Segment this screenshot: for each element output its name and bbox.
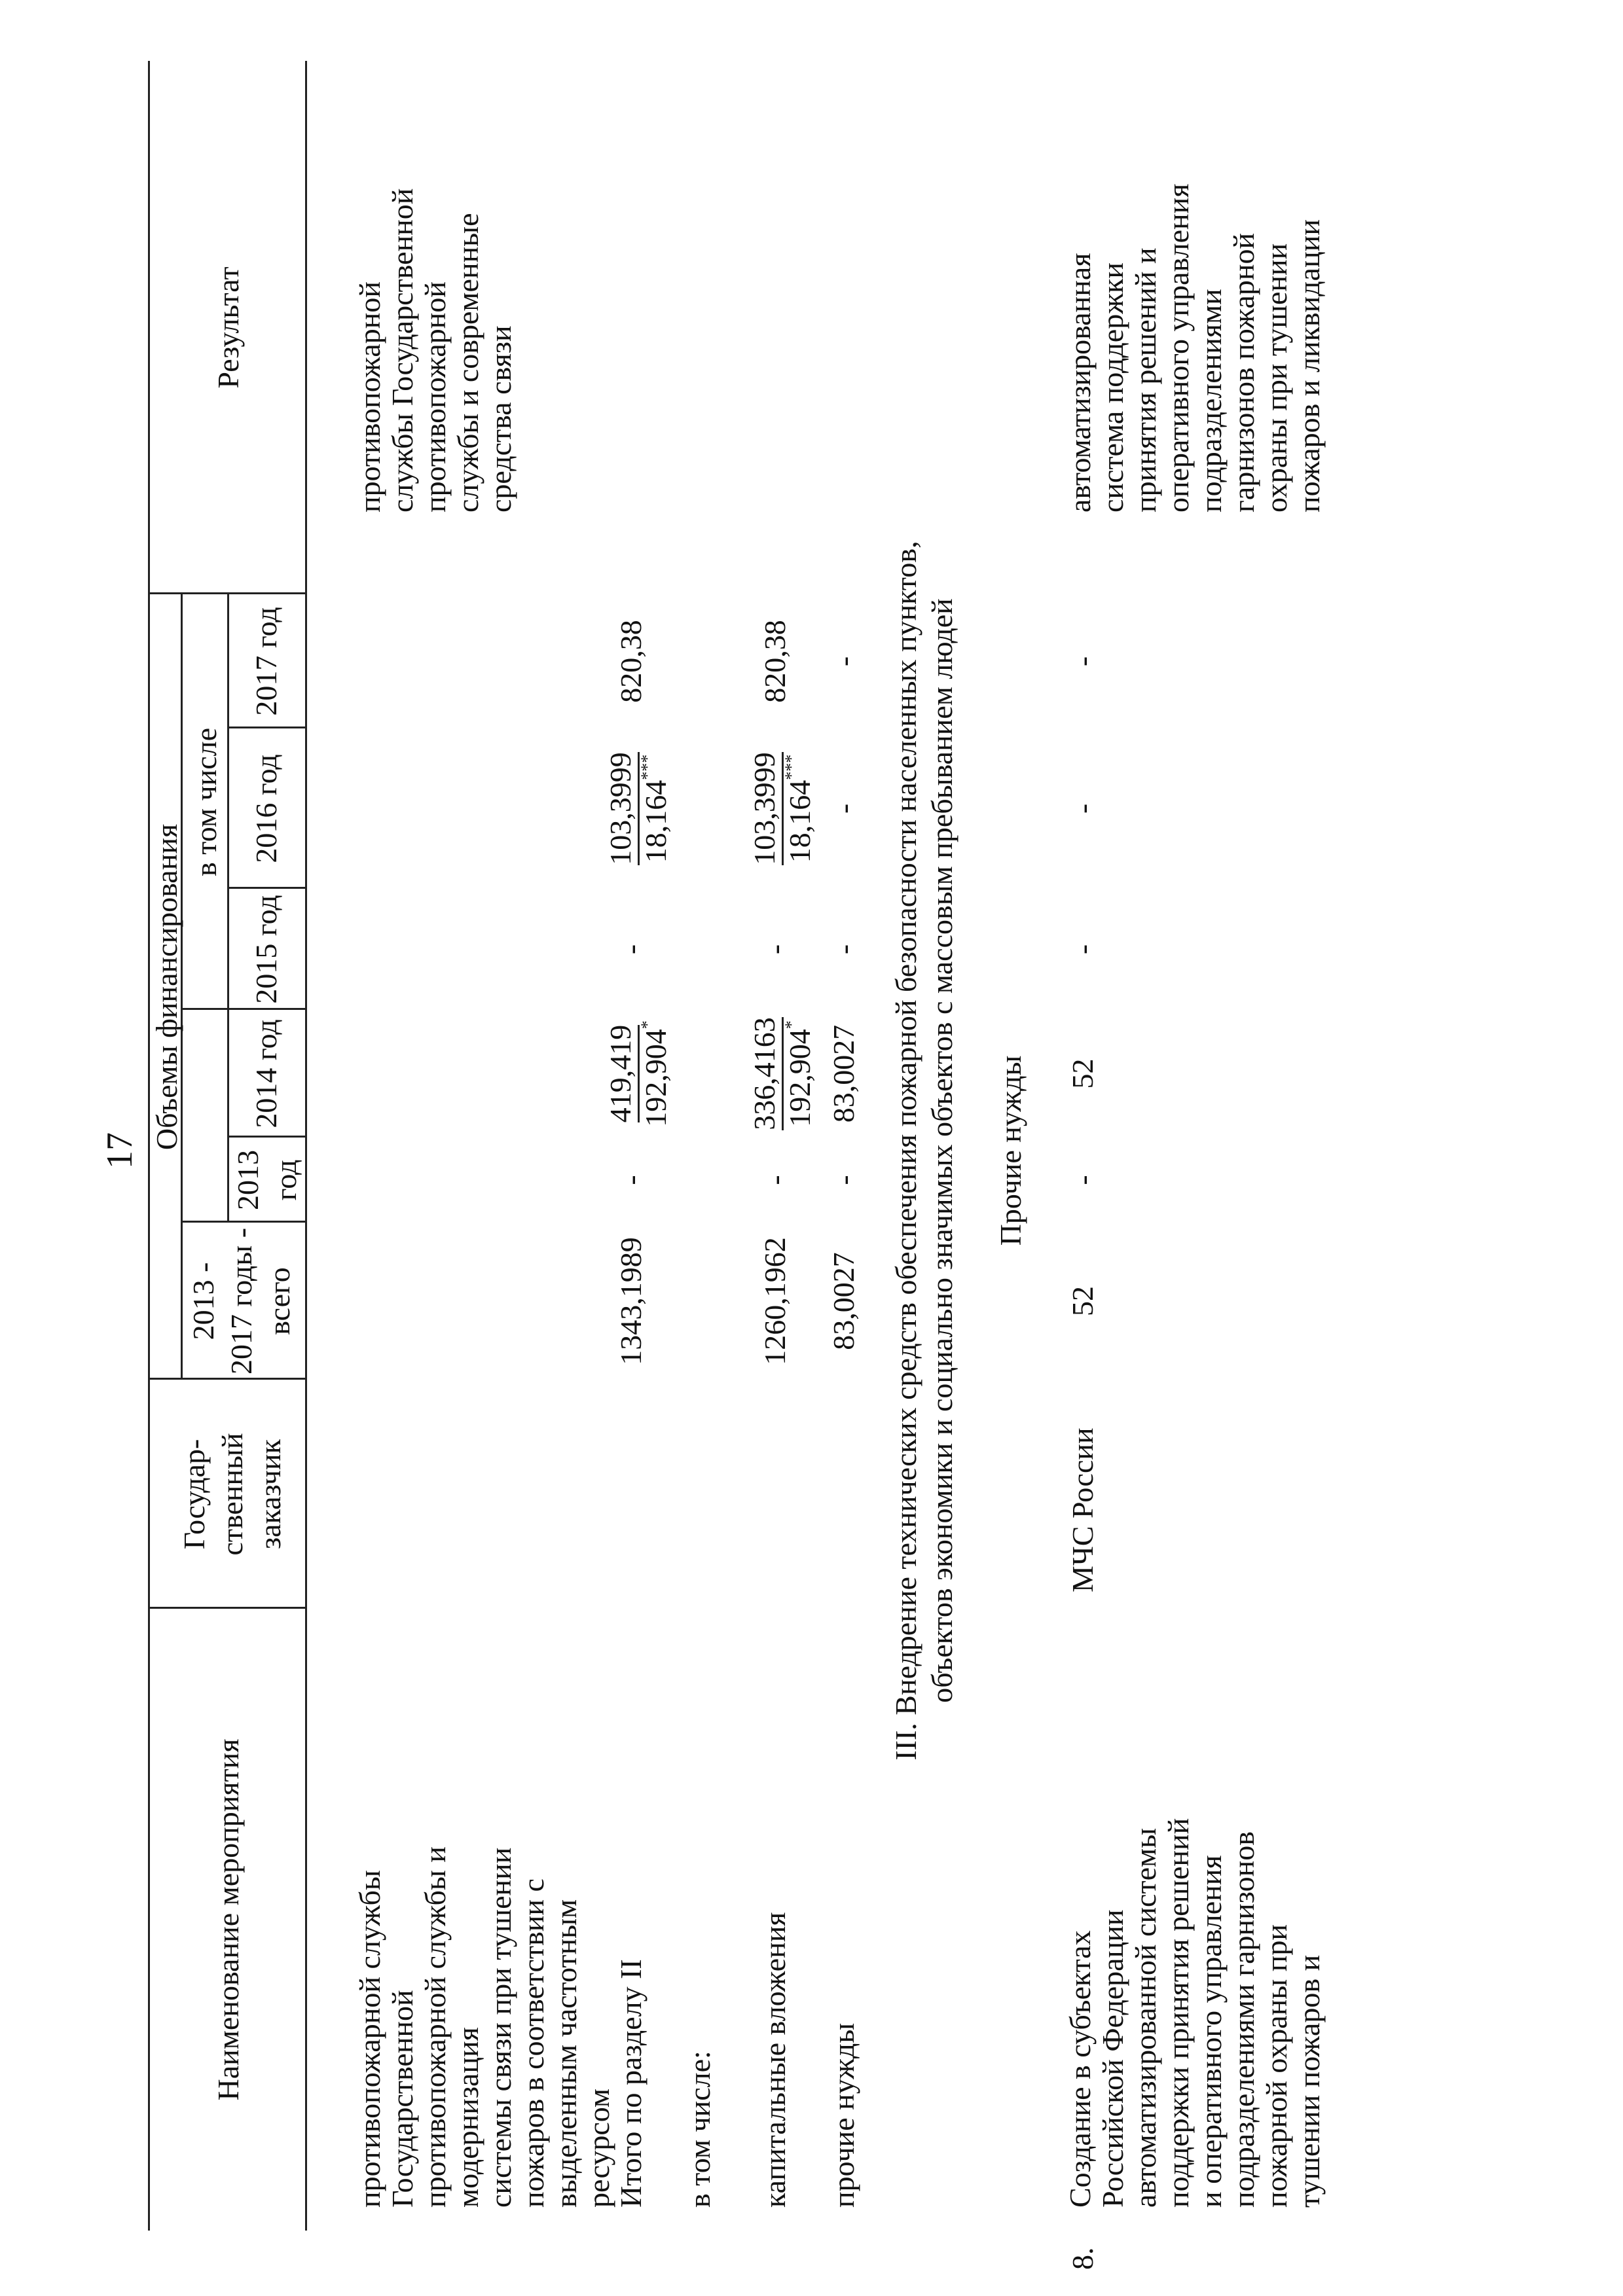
item8-customer: МЧС России [1066,1427,1099,1592]
item8-name: Создание в субъектах Российской Федерации автоматизированной системы поддержки принятия решений и оперативного управления подразделениями гарнизонов пожарной охраны при тушении пожаров и [1063,1818,1326,2208]
header-name: Наименование мероприятия [211,1738,245,2101]
header-total: 2013 - 2017 годы - всего [187,1227,296,1375]
item8-2014: 52 [1066,1058,1099,1089]
item8-2015: - [1066,944,1099,955]
totals-2014-bottom: 192,904 [639,1029,672,1127]
totals-2014-top: 419,419 [604,1025,640,1123]
capital-2013: - [758,1175,792,1185]
other-total: 83,0027 [827,1252,860,1350]
section3-heading-line1: III. Внедрение технических средств обеспечения пожарной безопасности населенных пунктов, [889,541,922,1761]
capital-2014-bottom: 192,904 [783,1029,816,1127]
capital-2014 [748,1010,816,1138]
other-2013: - [827,1175,860,1185]
header-year-2014: 2014 год [249,1019,283,1128]
item8-2017: - [1066,656,1099,667]
totals-2016 [604,728,672,889]
totals-2017: 820,38 [614,620,647,703]
totals-2014-mark: * [637,1020,657,1030]
header-year-2017: 2017 год [249,607,283,716]
header-customer: Государ- ственный заказчик [177,1433,287,1556]
header-financing: Объемы финансирования [150,823,183,1151]
totals-2015: - [614,944,647,955]
totals-total: 1343,1989 [614,1237,647,1365]
header-including: в том числе [189,728,223,876]
capital-2015: - [758,944,792,955]
header-year-2013: 2013 год [231,1150,302,1210]
totals-label: Итого по разделу II [614,1959,647,2208]
header-year-2015: 2015 год [249,895,283,1004]
item8-2013: - [1066,1175,1099,1185]
capital-2014-mark: * [781,1020,801,1030]
capital-2016-bottom: 18,164 [783,780,816,863]
continuation-result: противопожарной службы Государственной противопожарной службы и современные средства связи [353,188,517,512]
capital-2016-top: 103,3999 [748,752,784,865]
capital-2014-top: 336,4163 [748,1017,784,1130]
capital-2016-mark: *** [781,754,801,780]
item8-number: 8. [1066,2247,1099,2270]
continuation-name: противопожарной службы Государственной противопожарной службы и модернизация системы связи при тушении пожаров в соответствии с выделенным частотным ресурсом [353,1846,615,2208]
other-label: прочие нужды [827,2022,860,2208]
section3-heading-line2: объектов экономики и социально значимых объектов с массовым пребыванием людей [925,598,958,1703]
other-2017: - [827,656,860,667]
section3-subheading: Прочие нужды [994,1055,1027,1246]
capital-2016 [748,728,816,889]
other-2014: 83,0027 [827,1024,860,1123]
totals-2013: - [614,1175,647,1185]
page-number: 17 [100,1132,140,1169]
other-2016: - [827,803,860,814]
including-label: в том числе: [683,2051,716,2208]
totals-2016-bottom: 18,164 [639,780,672,863]
totals-2016-top: 103,3999 [604,752,640,865]
item8-result: автоматизированная система поддержки принятия решений и оперативного управления подразделениями гарнизонов пожарной охраны при тушении пожаров и ликвидации [1063,183,1326,512]
totals-2014 [604,1010,672,1138]
totals-2016-mark: *** [637,754,657,780]
capital-label: капитальные вложения [758,1912,792,2208]
other-2015: - [827,944,860,955]
header-result: Результат [211,266,245,389]
header-bottom-border [305,61,307,2231]
capital-2017: 820,38 [758,620,792,703]
item8-total: 52 [1066,1286,1099,1316]
item8-2016: - [1066,803,1099,814]
header-year-2016: 2016 год [249,754,283,863]
years-topline [227,594,229,1223]
capital-total: 1260,1962 [758,1237,792,1365]
